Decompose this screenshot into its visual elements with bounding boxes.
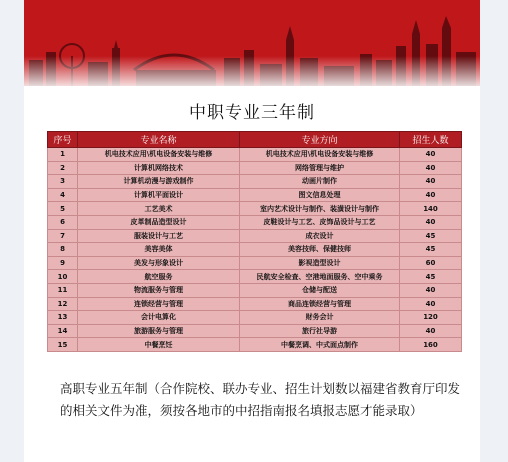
skyline-illustration [24, 0, 480, 86]
table-row [48, 229, 462, 243]
cell-program-name: 会计电算化 [78, 311, 240, 325]
cell-enrollment: 40 [400, 161, 462, 175]
cell-enrollment: 60 [400, 256, 462, 270]
cell-direction: 民航安全检查、空港地面服务、空中乘务 [240, 270, 400, 284]
skyline-banner [24, 0, 480, 86]
table-row [48, 256, 462, 270]
cell-program-name: 服装设计与工艺 [78, 229, 240, 243]
cell-index: 13 [48, 311, 78, 325]
table-row [48, 202, 462, 216]
cell-direction: 皮鞋设计与工艺、皮饰品设计与工艺 [240, 215, 400, 229]
cell-program-name: 皮革制品造型设计 [78, 215, 240, 229]
cell-enrollment: 140 [400, 202, 462, 216]
cell-index: 5 [48, 202, 78, 216]
cell-direction: 财务会计 [240, 311, 400, 325]
table-row [48, 297, 462, 311]
cell-program-name: 美发与形象设计 [78, 256, 240, 270]
cell-index: 1 [48, 148, 78, 162]
header-enrollment: 招生人数 [400, 132, 462, 148]
cell-direction: 商品连锁经营与管理 [240, 297, 400, 311]
cell-direction: 机电技术应用\机电设备安装与维修 [240, 148, 400, 162]
cell-direction: 旅行社导游 [240, 324, 400, 338]
cell-enrollment: 40 [400, 148, 462, 162]
cell-index: 7 [48, 229, 78, 243]
cell-program-name: 美容美体 [78, 243, 240, 257]
table-row [48, 311, 462, 325]
table-row [48, 148, 462, 162]
table-row [48, 215, 462, 229]
program-table [47, 131, 462, 352]
cell-program-name: 旅游服务与管理 [78, 324, 240, 338]
cell-index: 12 [48, 297, 78, 311]
cell-program-name: 计算机平面设计 [78, 188, 240, 202]
footer-note: 高职专业五年制（合作院校、联办专业、招生计划数以福建省教育厅印发的相关文件为准，须按各地市的中招指南报名填报志愿才能录取） [60, 381, 461, 418]
cell-index: 14 [48, 324, 78, 338]
cell-direction: 影视造型设计 [240, 256, 400, 270]
cell-direction: 中餐烹调、中式面点制作 [240, 338, 400, 352]
cell-index: 10 [48, 270, 78, 284]
cell-index: 6 [48, 215, 78, 229]
cell-enrollment: 40 [400, 188, 462, 202]
table-row [48, 324, 462, 338]
cell-index: 11 [48, 283, 78, 297]
table-row [48, 270, 462, 284]
cell-enrollment: 45 [400, 243, 462, 257]
cell-enrollment: 40 [400, 324, 462, 338]
cell-index: 9 [48, 256, 78, 270]
cell-program-name: 中餐烹饪 [78, 338, 240, 352]
table-row [48, 283, 462, 297]
cell-enrollment: 40 [400, 297, 462, 311]
cell-direction: 动画片制作 [240, 175, 400, 189]
cell-index: 3 [48, 175, 78, 189]
table-row [48, 175, 462, 189]
cell-program-name: 工艺美术 [78, 202, 240, 216]
table-row [48, 161, 462, 175]
cell-direction: 美容技师、保健技师 [240, 243, 400, 257]
cell-enrollment: 40 [400, 283, 462, 297]
cell-index: 8 [48, 243, 78, 257]
header-index: 序号 [48, 132, 78, 148]
cell-index: 2 [48, 161, 78, 175]
cell-direction: 网络管理与维护 [240, 161, 400, 175]
cell-index: 15 [48, 338, 78, 352]
cell-enrollment: 120 [400, 311, 462, 325]
cell-program-name: 计算机动漫与游戏制作 [78, 175, 240, 189]
cell-program-name: 航空服务 [78, 270, 240, 284]
cell-enrollment: 40 [400, 175, 462, 189]
table-row [48, 243, 462, 257]
cell-direction: 室内艺术设计与制作、装潢设计与制作 [240, 202, 400, 216]
cell-enrollment: 40 [400, 215, 462, 229]
table-row [48, 338, 462, 352]
cell-program-name: 物流服务与管理 [78, 283, 240, 297]
cell-program-name: 机电技术应用\机电设备安装与维修 [78, 148, 240, 162]
cell-direction: 仓储与配送 [240, 283, 400, 297]
content-card [24, 0, 480, 462]
page-title: 中职专业三年制 [189, 103, 315, 123]
header-program-name: 专业名称 [78, 132, 240, 148]
table-header-row [48, 132, 462, 148]
cell-index: 4 [48, 188, 78, 202]
cell-program-name: 连锁经营与管理 [78, 297, 240, 311]
cell-direction: 成衣设计 [240, 229, 400, 243]
cell-direction: 图文信息处理 [240, 188, 400, 202]
cell-enrollment: 45 [400, 229, 462, 243]
cell-enrollment: 160 [400, 338, 462, 352]
table-row [48, 188, 462, 202]
cell-enrollment: 45 [400, 270, 462, 284]
cell-program-name: 计算机网络技术 [78, 161, 240, 175]
header-direction: 专业方向 [240, 132, 400, 148]
